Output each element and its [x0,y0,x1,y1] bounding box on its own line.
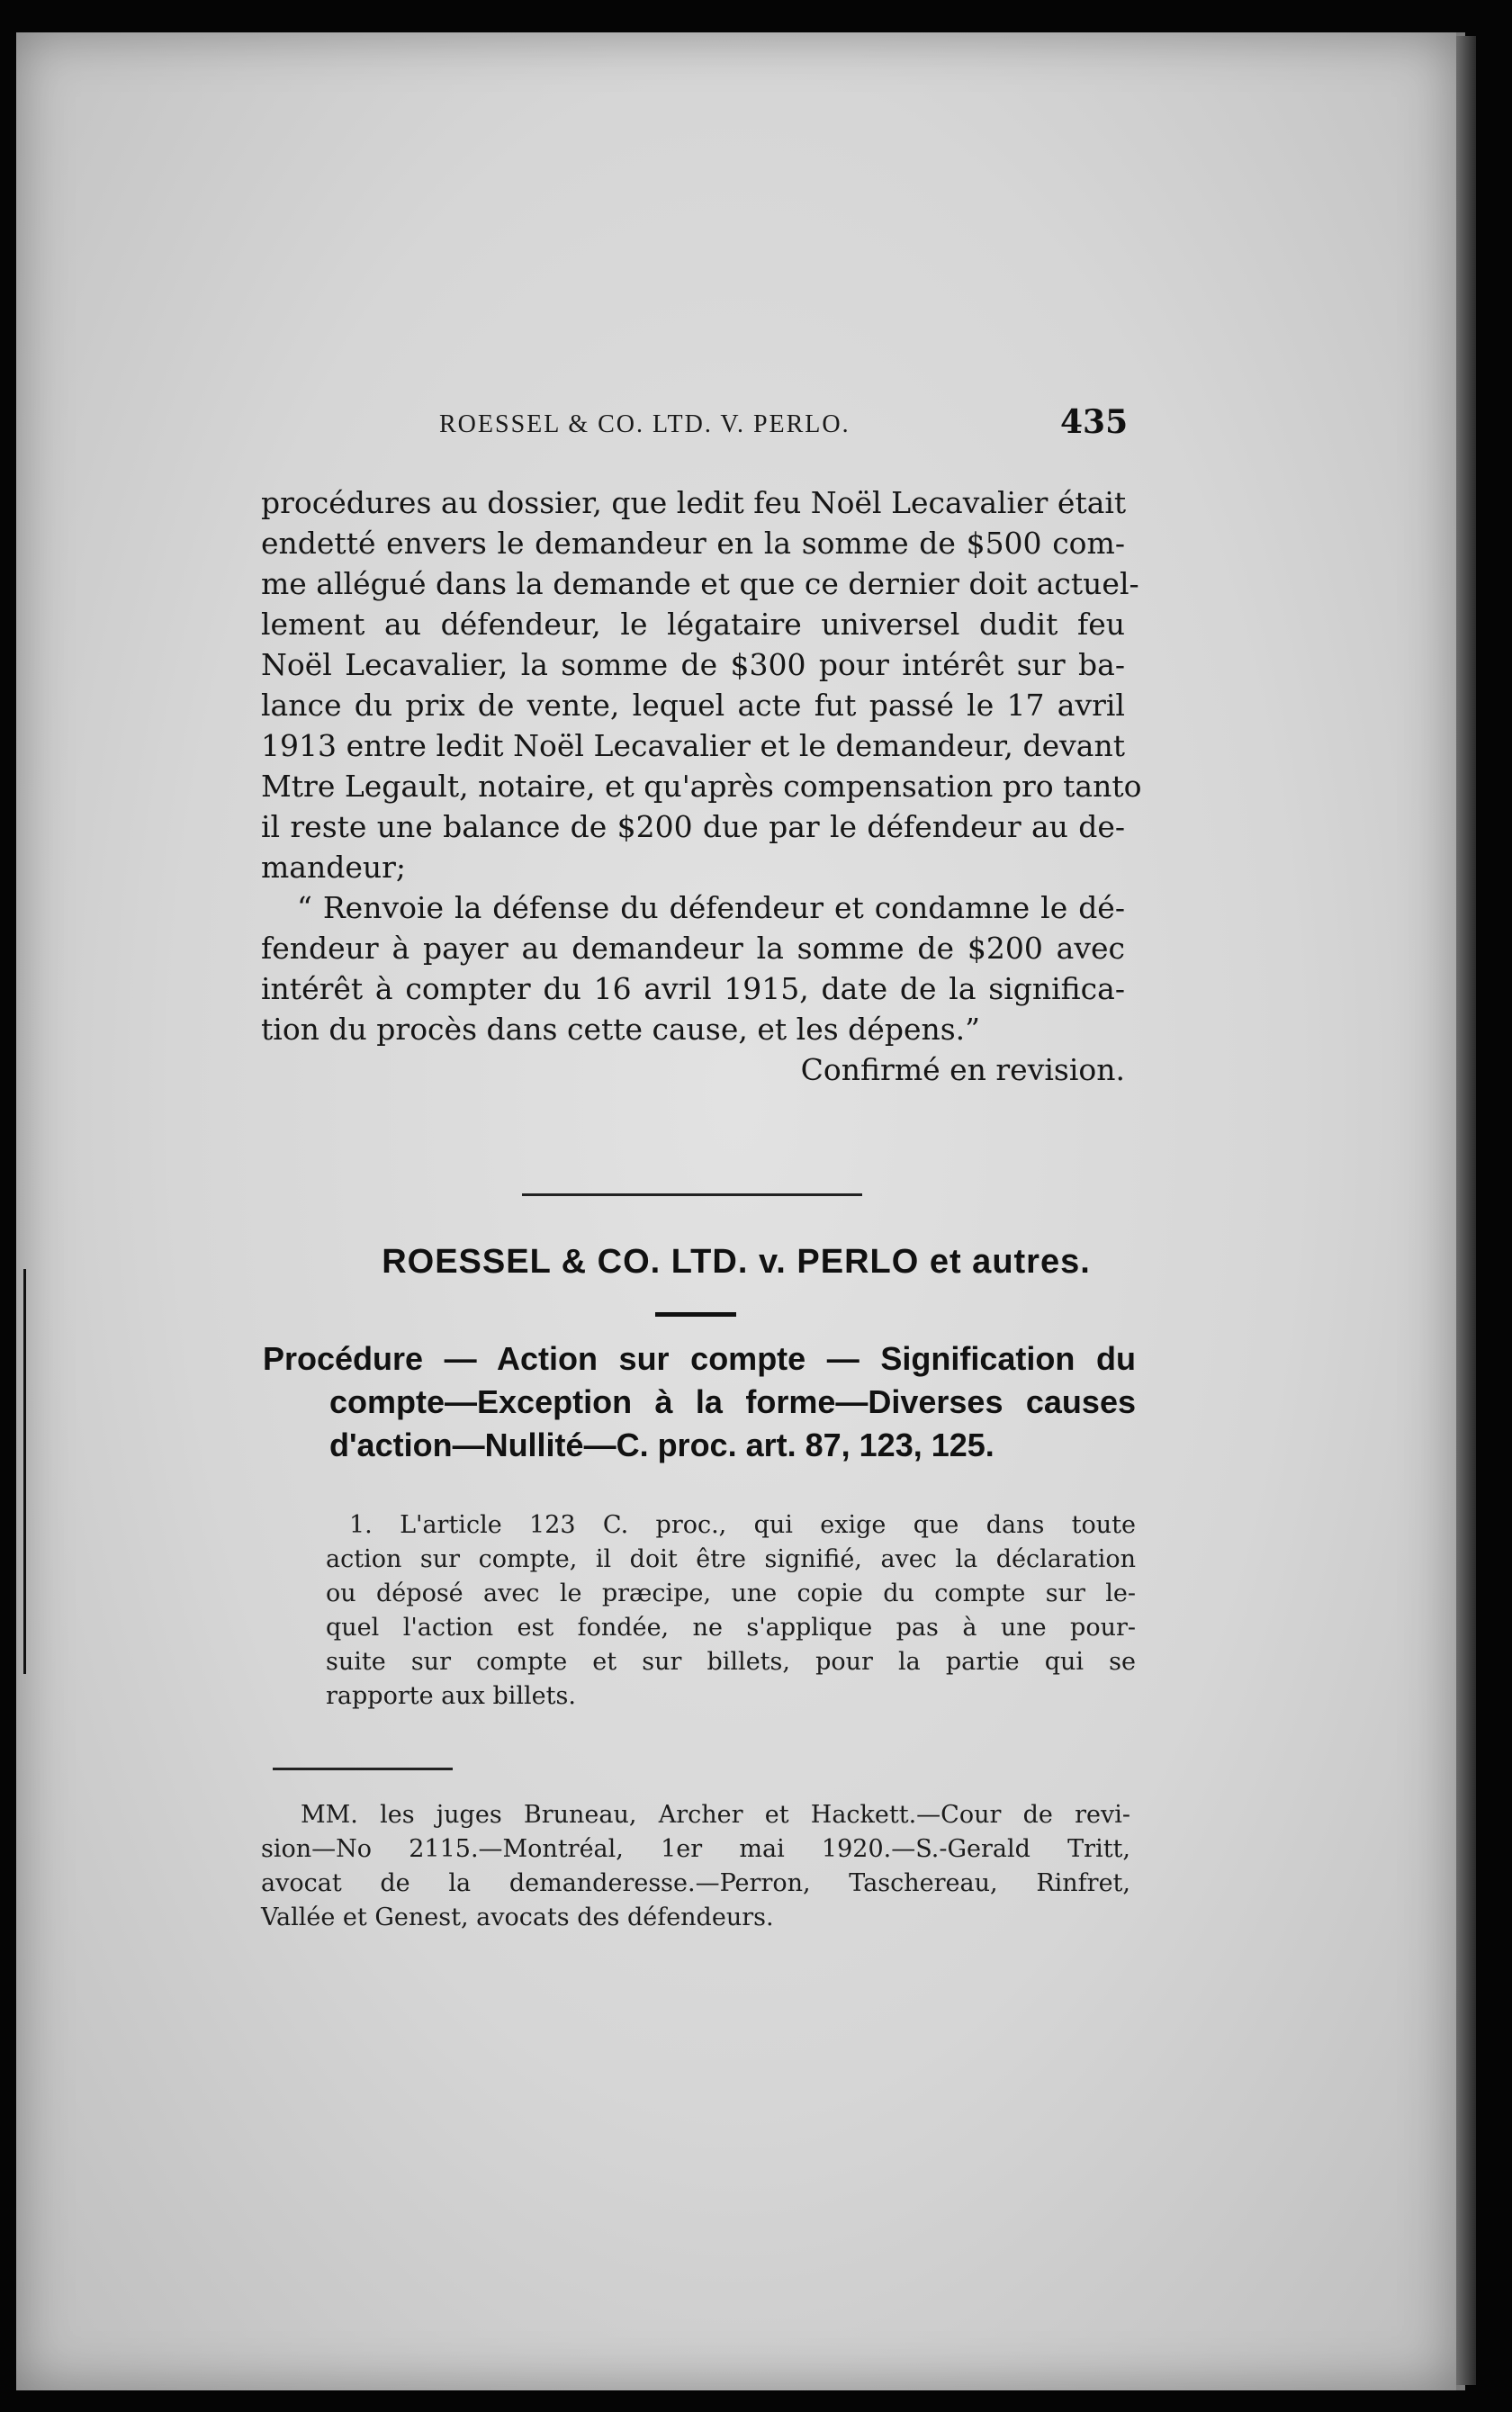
page-edge-shadow [1456,36,1476,2385]
body-line: endetté envers le demandeur en la somme de $500 com- [261,526,1125,561]
body-line: il reste une balance de $200 due par le défendeur au de- [261,809,1125,844]
summary-line: ou déposé avec le præcipe, une copie du compte sur le- [326,1580,1136,1607]
running-head: ROESSEL & CO. LTD. V. PERLO. [439,410,850,438]
case-summary [326,1508,1136,1714]
section-divider [522,1193,862,1196]
footnote-line: MM. les juges Bruneau, Archer et Hackett.—Cour de revi- [301,1801,1130,1829]
body-line: lance du prix de vente, lequel acte fut passé le 17 avril [261,688,1125,723]
body-line: mandeur; [261,850,407,885]
footnote-divider [273,1768,453,1770]
book-page [16,32,1465,2390]
summary-line: suite sur compte et sur billets, pour la partie qui se [326,1648,1136,1676]
headnote-line: Procédure — Action sur compte — Signification du [263,1340,1136,1377]
body-line: intérêt à compter du 16 avril 1915, date de la significa- [261,971,1125,1006]
summary-line: rapporte aux billets. [326,1682,576,1710]
body-line: 1913 entre ledit Noël Lecavalier et le demandeur, devant [261,728,1125,763]
body-line: fendeur à payer au demandeur la somme de $200 avec [261,931,1125,966]
body-line: lement au défendeur, le légataire universel dudit feu [261,607,1125,642]
footnote-line: avocat de la demanderesse.—Perron, Taschereau, Rinfret, [261,1869,1130,1897]
body-line: procédures au dossier, que ledit feu Noël Lecavalier était [261,485,1127,520]
body-line: “ Renvoie la défense du défendeur et condamne le dé- [297,890,1125,925]
footnote-line: Vallée et Genest, avocats des défendeurs. [261,1904,774,1931]
body-line: Noël Lecavalier, la somme de $300 pour intérêt sur ba- [261,647,1125,682]
headnote [263,1337,1136,1467]
summary-line: action sur compte, il doit être signifié, avec la déclaration [326,1545,1136,1573]
binding-mark [0,1269,26,1674]
footnote-line: sion—No 2115.—Montréal, 1er mai 1920.—S.-Gerald Tritt, [261,1835,1130,1863]
case-title: ROESSEL & CO. LTD. v. PERLO et autres. [382,1243,1091,1281]
page-number: 435 [1060,403,1129,441]
summary-line: 1. L'article 123 C. proc., qui exige que dans toute [349,1511,1136,1539]
body-text [261,482,1142,1090]
footnote [261,1798,1130,1935]
body-line: Confirmé en revision. [800,1052,1125,1087]
body-line: Mtre Legault, notaire, et qu'après compensation pro tanto [261,769,1142,804]
title-underline [655,1312,736,1317]
body-line: me allégué dans la demande et que ce dernier doit actuel- [261,566,1139,601]
summary-line: quel l'action est fondée, ne s'applique pas à une pour- [326,1614,1136,1642]
body-line: tion du procès dans cette cause, et les dépens.” [261,1012,981,1047]
headnote-line: compte—Exception à la forme—Diverses causes [329,1383,1136,1420]
headnote-line: d'action—Nullité—C. proc. art. 87, 123, 125. [329,1426,994,1463]
